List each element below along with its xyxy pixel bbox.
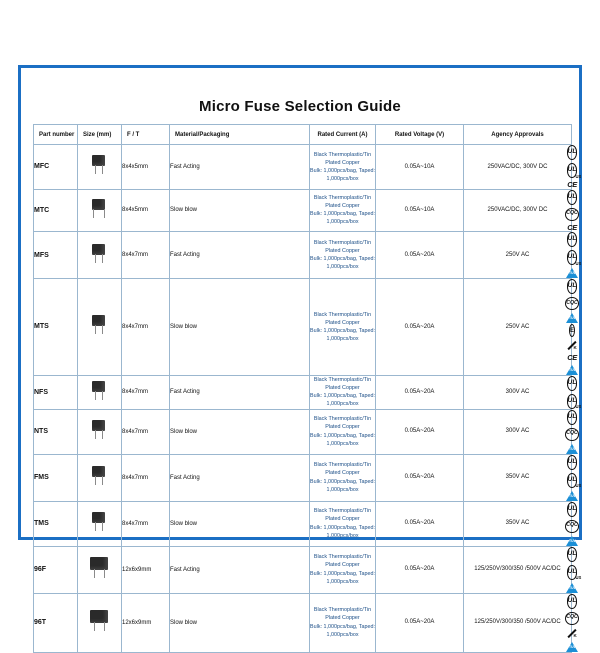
page-title: Micro Fuse Selection Guide <box>199 98 401 115</box>
cqc-icon: CQC <box>565 520 579 533</box>
material-line-2: Bulk: 1,000pcs/bag, Taped: 1,000pcs/box <box>310 524 375 539</box>
fuse-icon <box>85 464 115 486</box>
cell-size: 12x6x9mm <box>122 546 170 593</box>
cell-fuse-image <box>78 501 122 546</box>
cell-material <box>310 501 376 546</box>
material-line-1: Black Thermoplastic/Tin Plated Copper <box>313 416 372 431</box>
ul-icon: UL <box>567 190 578 205</box>
kc-icon: K <box>567 628 576 637</box>
cell-rated-voltage: 350V AC <box>464 454 572 501</box>
tuv-icon: TUV <box>566 313 578 323</box>
table-row <box>34 189 572 232</box>
cell-material <box>310 232 376 279</box>
table-header-row <box>34 125 572 145</box>
table-row <box>34 232 572 279</box>
material-line-2: Bulk: 1,000pcs/bag, Taped: 1,000pcs/box <box>310 432 375 447</box>
cell-rated-current: 0.05A~20A <box>376 375 464 409</box>
material-line-1: Black Thermoplastic/Tin Plated Copper <box>313 311 372 326</box>
ul-icon: UL <box>567 594 578 609</box>
cell-ft: Slow blow <box>170 189 310 232</box>
curus-icon: UL US <box>567 394 578 409</box>
cell-ft: Fast Acting <box>170 232 310 279</box>
cqc-icon: CQC <box>565 297 579 310</box>
table-row <box>34 279 572 376</box>
cell-fuse-image <box>78 145 122 190</box>
material-line-2: Bulk: 1,000pcs/bag, Taped: 1,000pcs/box <box>310 327 375 342</box>
material-line-1: Black Thermoplastic/Tin Plated Copper <box>313 195 372 210</box>
cell-part-number: NFS <box>34 375 78 409</box>
tuv-icon: TUV <box>566 583 578 593</box>
cell-material <box>310 454 376 501</box>
tuv-icon: TUV <box>566 642 578 652</box>
material-line-1: Black Thermoplastic/Tin Plated Copper <box>313 239 372 254</box>
curus-icon: UL US <box>567 565 578 580</box>
material-line-2: Bulk: 1,000pcs/bag, Taped: 1,000pcs/box <box>310 211 375 226</box>
fuse-icon <box>85 609 115 631</box>
cell-rated-voltage: 300V AC <box>464 375 572 409</box>
ul-icon: UL <box>567 279 578 294</box>
cell-rated-voltage: 300V AC <box>464 409 572 454</box>
cell-fuse-image <box>78 375 122 409</box>
column-header-size: Size (mm) <box>78 125 122 145</box>
cell-material <box>310 279 376 376</box>
cell-ft: Slow blow <box>170 279 310 376</box>
cell-fuse-image <box>78 232 122 279</box>
cell-material <box>310 375 376 409</box>
cell-size: 8x4x5mm <box>122 189 170 232</box>
cell-rated-current: 0.05A~20A <box>376 501 464 546</box>
tuv-icon: TUV <box>566 268 578 278</box>
cell-size: 8x4x7mm <box>122 232 170 279</box>
cell-rated-current: 0.05A~20A <box>376 454 464 501</box>
cell-ft: Slow blow <box>170 501 310 546</box>
cell-part-number: MTS <box>34 279 78 376</box>
column-header-material-packaging: Material/Packaging <box>170 125 310 145</box>
cell-ft: Fast Acting <box>170 145 310 190</box>
cqc-icon: CQC <box>565 428 579 441</box>
cell-rated-current: 0.05A~20A <box>376 279 464 376</box>
kc-icon: K <box>567 341 576 350</box>
tuv-icon: TUV <box>566 491 578 501</box>
cqc-icon: CQC <box>565 612 579 625</box>
material-line-2: Bulk: 1,000pcs/bag, Taped: 1,000pcs/box <box>310 623 375 638</box>
tuv-icon: TUV <box>566 536 578 546</box>
material-line-2: Bulk: 1,000pcs/bag, Taped: 1,000pcs/box <box>310 478 375 493</box>
cell-part-number: MFS <box>34 232 78 279</box>
cell-rated-voltage: 350V AC <box>464 501 572 546</box>
tuv-icon: TUV <box>566 444 578 454</box>
cell-size: 8x4x7mm <box>122 454 170 501</box>
cell-rated-voltage: 250VAC/DC, 300V DC <box>464 145 572 190</box>
cell-rated-current: 0.05A~20A <box>376 232 464 279</box>
table-row <box>34 593 572 652</box>
ul-icon: UL <box>567 410 578 425</box>
cell-fuse-image <box>78 454 122 501</box>
table-row <box>34 409 572 454</box>
material-line-2: Bulk: 1,000pcs/bag, Taped: 1,000pcs/box <box>310 570 375 585</box>
column-header-agency-approvals: Agency Approvals <box>464 125 572 145</box>
table-row <box>34 501 572 546</box>
cell-part-number: FMS <box>34 454 78 501</box>
cell-size: 8x4x5mm <box>122 145 170 190</box>
ul-icon: UL <box>567 502 578 517</box>
cell-size: 12x6x9mm <box>122 593 170 652</box>
cqc-icon: CQC <box>565 208 579 221</box>
cell-rated-voltage: 250V AC <box>464 279 572 376</box>
ce-icon: CE <box>567 353 577 362</box>
cell-ft: Fast Acting <box>170 546 310 593</box>
cell-fuse-image <box>78 189 122 232</box>
column-header-ft: F / T <box>122 125 170 145</box>
cell-material <box>310 189 376 232</box>
cell-material <box>310 593 376 652</box>
ul-icon: UL <box>567 145 578 160</box>
cell-size: 8x4x7mm <box>122 375 170 409</box>
cell-fuse-image <box>78 279 122 376</box>
fuse-selection-table <box>33 124 582 653</box>
cell-rated-current: 0.05A~10A <box>376 189 464 232</box>
material-line-1: Black Thermoplastic/Tin Plated Copper <box>313 554 372 569</box>
fuse-icon <box>85 242 115 264</box>
cell-fuse-image <box>78 546 122 593</box>
material-line-1: Black Thermoplastic/Tin Plated Copper <box>313 376 372 391</box>
cell-fuse-image <box>78 593 122 652</box>
cell-part-number: NTS <box>34 409 78 454</box>
cell-part-number: TMS <box>34 501 78 546</box>
cell-material <box>310 409 376 454</box>
fuse-icon <box>85 556 115 578</box>
ul-icon: UL <box>567 232 578 247</box>
column-header-rated-voltage: Rated Voltage (V) <box>376 125 464 145</box>
fuse-icon <box>85 379 115 401</box>
table-row <box>34 375 572 409</box>
cell-material <box>310 145 376 190</box>
cell-rated-current: 0.05A~20A <box>376 593 464 652</box>
fuse-icon <box>85 510 115 532</box>
fuse-icon <box>85 197 115 219</box>
pse-icon: E <box>569 324 575 337</box>
material-line-1: Black Thermoplastic/Tin Plated Copper <box>313 508 372 523</box>
cell-part-number: 96F <box>34 546 78 593</box>
cell-size: 8x4x7mm <box>122 279 170 376</box>
material-line-1: Black Thermoplastic/Tin Plated Copper <box>313 607 372 622</box>
cell-ft: Fast Acting <box>170 375 310 409</box>
ce-icon: CE <box>567 222 577 232</box>
cell-size: 8x4x7mm <box>122 501 170 546</box>
fuse-icon <box>85 313 115 335</box>
cell-material <box>310 546 376 593</box>
cell-rated-current: 0.05A~20A <box>376 546 464 593</box>
cell-ft: Slow blow <box>170 593 310 652</box>
material-line-2: Bulk: 1,000pcs/bag, Taped: 1,000pcs/box <box>310 167 375 182</box>
cell-rated-current: 0.05A~20A <box>376 409 464 454</box>
table-row <box>34 454 572 501</box>
material-line-2: Bulk: 1,000pcs/bag, Taped: 1,000pcs/box <box>310 393 375 408</box>
cell-rated-voltage: 125/250V/300/350 /500V AC/DC <box>464 546 572 593</box>
material-line-1: Black Thermoplastic/Tin Plated Copper <box>313 151 372 166</box>
ce-icon: CE <box>567 180 577 189</box>
table-row <box>34 145 572 190</box>
cell-rated-voltage: 250VAC/DC, 300V DC <box>464 189 572 232</box>
fuse-icon <box>85 153 115 175</box>
document-frame <box>18 65 582 649</box>
table-row <box>34 546 572 593</box>
curus-icon: UL US <box>567 250 578 265</box>
cell-rated-voltage: 250V AC <box>464 232 572 279</box>
column-header-part-number: Part number <box>34 125 78 145</box>
cell-ft: Slow blow <box>170 409 310 454</box>
curus-icon: UL US <box>567 163 578 178</box>
material-line-2: Bulk: 1,000pcs/bag, Taped: 1,000pcs/box <box>310 256 375 271</box>
column-header-rated-current: Rated Current (A) <box>310 125 376 145</box>
cell-part-number: MTC <box>34 189 78 232</box>
ul-icon: UL <box>567 455 578 470</box>
cell-rated-current: 0.05A~10A <box>376 145 464 190</box>
fuse-icon <box>85 418 115 440</box>
cell-part-number: 96T <box>34 593 78 652</box>
cell-part-number: MFC <box>34 145 78 190</box>
cell-size: 8x4x7mm <box>122 409 170 454</box>
curus-icon: UL US <box>567 473 578 488</box>
cell-ft: Fast Acting <box>170 454 310 501</box>
cell-rated-voltage: 125/250V/300/350 /500V AC/DC <box>464 593 572 652</box>
ul-icon: UL <box>567 376 578 391</box>
material-line-1: Black Thermoplastic/Tin Plated Copper <box>313 462 372 477</box>
cell-fuse-image <box>78 409 122 454</box>
ul-icon: UL <box>567 547 578 562</box>
tuv-secondary-icon: TUV <box>566 365 578 375</box>
